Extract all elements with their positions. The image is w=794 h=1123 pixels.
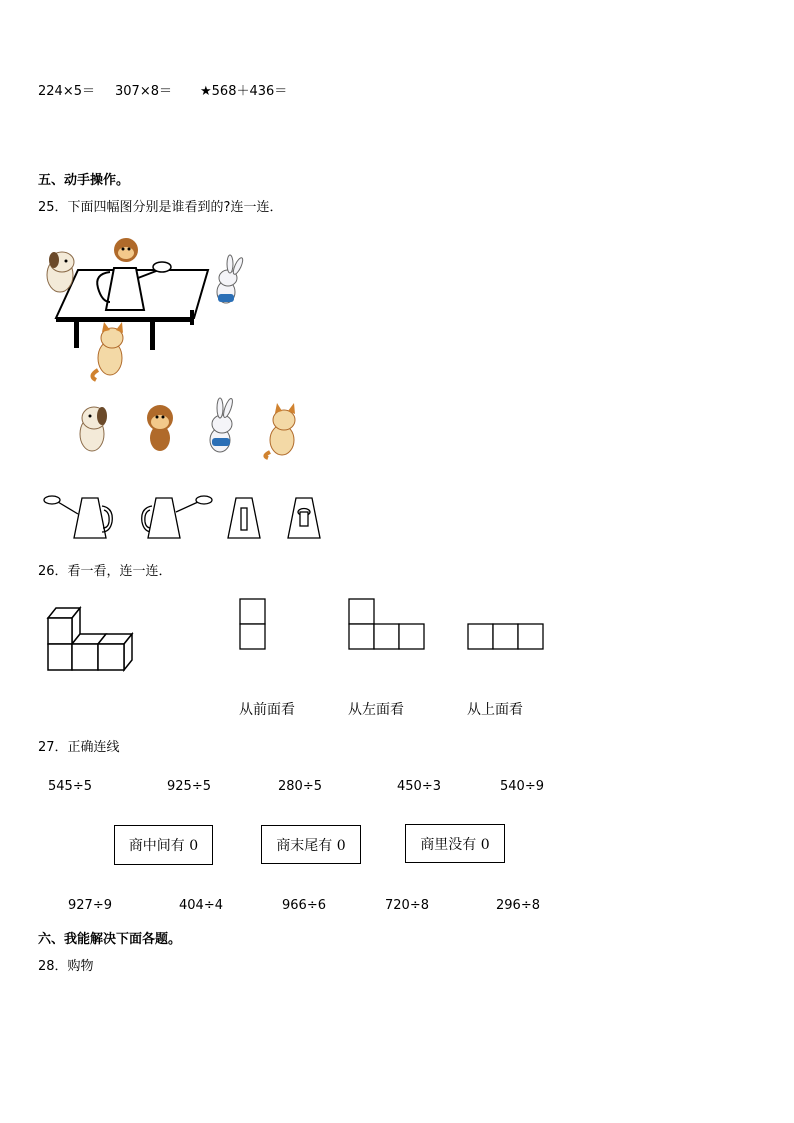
- q26-view-l-shape: [348, 598, 428, 652]
- kettle-back-view: [288, 498, 320, 538]
- dog-icon: [47, 252, 74, 292]
- question-25-prompt: 25．下面四幅图分别是谁看到的?连一连．: [38, 200, 283, 215]
- answer-box-label: 商里没有 0: [420, 836, 490, 853]
- expr-1: 224×5＝: [38, 84, 95, 99]
- bottom-expression: 927÷9: [68, 898, 112, 913]
- kettle-front-view: [228, 498, 260, 538]
- expr-3: ★568＋436＝: [200, 84, 288, 99]
- top-expression: 545÷5: [48, 779, 92, 794]
- q25-scene: [40, 230, 270, 390]
- answer-box-label: 商中间有 0: [128, 838, 199, 854]
- dog-icon: [80, 407, 107, 451]
- bottom-expression: 966÷6: [282, 898, 326, 913]
- q26-cube-solid: [40, 600, 150, 680]
- q26-view-vertical-two: [239, 598, 267, 652]
- view-label-front: 从前面看: [239, 702, 295, 718]
- monkey-icon: [114, 238, 138, 262]
- bottom-expression: 720÷8: [385, 898, 429, 913]
- monkey-icon: [147, 405, 173, 451]
- answer-box-label: 商末尾有 0: [276, 837, 346, 854]
- section-title: 五、动手操作。: [38, 173, 130, 188]
- expr-2: 307×8＝: [115, 84, 172, 99]
- q25-kettle-views: [40, 490, 340, 546]
- top-expression: 925÷5: [167, 779, 211, 794]
- cat-icon: [265, 403, 295, 458]
- bottom-expression: 296÷8: [496, 898, 540, 913]
- answer-box[interactable]: [405, 824, 505, 863]
- rabbit-icon: [217, 255, 245, 303]
- top-expression: 540÷9: [500, 779, 544, 794]
- bottom-expression: 404÷4: [179, 898, 223, 913]
- kettle-side-view-2: [142, 496, 212, 538]
- section-title: 六、我能解决下面各题。: [38, 932, 182, 947]
- top-expression: 280÷5: [278, 779, 322, 794]
- q25-animal-row: [70, 398, 310, 460]
- question-27-prompt: 27．正确连线: [38, 740, 120, 755]
- top-expression: 450÷3: [397, 779, 441, 794]
- answer-box[interactable]: [261, 825, 361, 864]
- question-26-prompt: 26．看一看，连一连．: [38, 564, 172, 579]
- answer-box[interactable]: [114, 825, 213, 865]
- cat-icon: [92, 322, 123, 380]
- rabbit-icon: [210, 398, 234, 452]
- question-28-prompt: 28．购物: [38, 959, 94, 974]
- view-label-left: 从左面看: [348, 702, 404, 718]
- view-label-top: 从上面看: [467, 702, 523, 718]
- q26-view-row-three: [467, 623, 547, 651]
- kettle-side-view-1: [44, 496, 112, 538]
